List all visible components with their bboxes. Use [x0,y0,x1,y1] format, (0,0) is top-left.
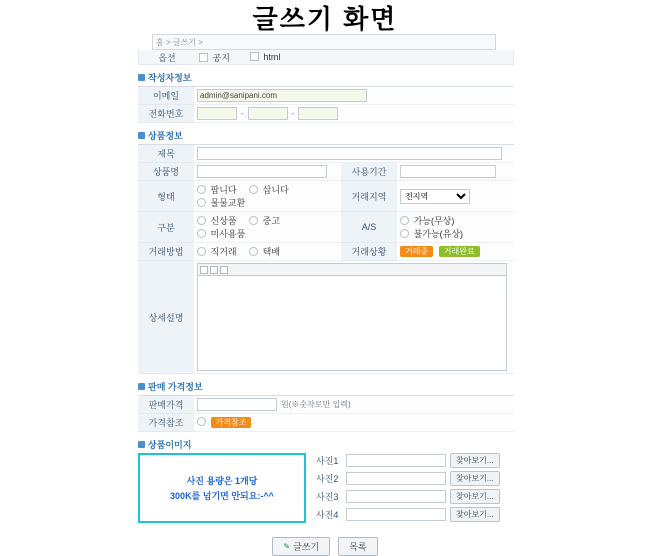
type-option-sell-label: 팝니다 [210,185,237,195]
table-row [138,212,514,243]
status-badge-active[interactable]: 거래중 [400,246,433,257]
photo3-browse-button[interactable]: 찾아보기... [450,489,500,504]
section-header-writer [138,71,650,84]
type-option-sell[interactable] [197,183,237,196]
phone-part-2[interactable] [248,107,288,120]
price-ref-button[interactable]: 가격참조 [211,417,252,428]
class-option-unused[interactable] [197,227,245,240]
as-option-paid[interactable] [400,227,463,240]
period-label: 사용기간 [341,163,397,181]
breadcrumb-bar [152,34,496,50]
email-field[interactable] [197,89,367,102]
photo2-field[interactable] [346,472,446,485]
phone-part-1[interactable] [197,107,237,120]
region-select[interactable] [400,189,470,204]
editor-tool-icon[interactable] [200,266,208,274]
class-option-used-label: 중고 [262,216,281,226]
radio-icon[interactable] [197,417,206,426]
pencil-icon: ✎ [283,542,291,551]
option-notice[interactable] [199,51,230,64]
type-option-buy-label: 삽니다 [262,185,289,195]
method-label: 거래방법 [138,243,194,261]
table-row [138,414,514,432]
photo4-browse-button[interactable]: 찾아보기... [450,507,500,522]
image-notice-line1: 사진 용량은 1개당 [186,476,258,486]
radio-icon[interactable] [197,198,206,207]
sale-price-field[interactable] [197,398,277,411]
as-label: A/S [341,212,397,243]
phone-separator: - [291,109,295,118]
status-label: 거래상황 [341,243,397,261]
editor-tool-icon[interactable] [220,266,228,274]
footer-buttons [0,537,650,556]
list-item [316,489,500,504]
photo2-browse-button[interactable]: 찾아보기... [450,471,500,486]
bullet-icon [138,132,145,139]
photo1-browse-button[interactable]: 찾아보기... [450,453,500,468]
type-option-exchange-label: 물물교환 [210,198,246,208]
phone-part-3[interactable] [298,107,338,120]
price-unit-text: 원(※숫자로만 입력) [281,400,351,409]
photo1-label: 사진1 [316,456,339,466]
table-row [138,243,514,261]
breadcrumb-text: 홈 > 글쓰기 > [156,37,203,47]
table-row [138,145,514,163]
status-badge-done[interactable]: 거래완료 [439,246,480,257]
list-button[interactable] [338,537,377,556]
class-label: 구분 [138,212,194,243]
product-name-label: 상품명 [138,163,194,181]
table-row [138,163,514,181]
table-row [138,105,514,123]
list-item [316,471,500,486]
photo3-field[interactable] [346,490,446,503]
table-row [138,396,514,414]
sale-price-label: 판매가격 [138,396,194,414]
product-info-table [138,144,514,374]
submit-button-label: 글쓰기 [293,542,320,552]
image-section-body [0,453,650,527]
section-header-image [138,438,650,451]
class-option-unused-label: 미사용품 [210,229,246,239]
product-section-title: 상품정보 [148,131,183,141]
option-html-label: html [263,52,281,62]
radio-icon[interactable] [249,185,258,194]
type-option-exchange[interactable] [197,196,245,209]
writer-info-table [138,86,514,123]
list-button-label: 목록 [349,542,367,552]
price-info-table [138,395,514,432]
as-option-free-label: 가능(무상) [413,216,455,226]
as-option-paid-label: 불가능(유상) [413,229,464,239]
method-option-delivery[interactable] [249,245,280,258]
radio-icon[interactable] [249,247,258,256]
image-section-title: 상품이미지 [148,440,192,450]
radio-icon[interactable] [400,229,409,238]
radio-icon[interactable] [197,216,206,225]
radio-icon[interactable] [197,229,206,238]
section-header-price [138,380,650,393]
section-header-product [138,129,650,142]
photo4-label: 사진4 [316,510,339,520]
checkbox-icon[interactable] [250,52,259,61]
type-option-buy[interactable] [249,183,289,196]
price-section-title: 판매 가격정보 [148,382,203,392]
radio-icon[interactable] [197,185,206,194]
list-item [316,507,500,522]
class-option-used[interactable] [249,214,280,227]
detail-textarea[interactable] [197,275,507,371]
submit-button[interactable] [272,537,330,556]
editor-tool-icon[interactable] [210,266,218,274]
bullet-icon [138,441,145,448]
phone-separator: - [241,109,244,118]
radio-icon[interactable] [197,247,206,256]
editor-toolbar[interactable] [197,263,507,275]
as-option-free[interactable] [400,214,454,227]
photo2-label: 사진2 [316,474,339,484]
option-label: 옵션 [158,52,176,63]
bullet-icon [138,74,145,81]
email-label: 이메일 [138,87,194,105]
photo-upload-list [316,453,500,525]
region-label: 거래지역 [341,181,397,212]
table-row [138,261,514,374]
table-row [138,181,514,212]
page-title: 글쓰기 화면 [252,4,398,34]
bullet-icon [138,383,145,390]
image-notice-line2: 300K를 넘기면 안되요:-^^ [170,491,274,501]
list-item [316,453,500,468]
photo4-field[interactable] [346,508,446,521]
radio-icon[interactable] [400,216,409,225]
method-option-delivery-label: 택배 [262,247,281,257]
title-field[interactable] [197,147,502,160]
method-option-direct[interactable] [197,245,237,258]
image-notice-box [138,453,306,523]
checkbox-icon[interactable] [199,53,208,62]
class-option-new-label: 신상품 [210,216,237,226]
method-option-direct-label: 직거래 [210,247,237,257]
option-row [138,50,514,65]
option-html[interactable] [250,52,281,62]
period-field[interactable] [400,165,496,178]
writer-section-title: 작성자정보 [148,73,192,83]
photo1-field[interactable] [346,454,446,467]
title-label: 제목 [138,145,194,163]
photo3-label: 사진3 [316,492,339,502]
table-row [138,87,514,105]
radio-icon[interactable] [249,216,258,225]
price-ref-label: 가격참조 [138,414,194,432]
product-name-field[interactable] [197,165,327,178]
detail-label: 상세설명 [138,261,194,374]
option-notice-label: 공지 [212,52,230,63]
type-label: 형태 [138,181,194,212]
class-option-new[interactable] [197,214,237,227]
phone-label: 전화번호 [138,105,194,123]
